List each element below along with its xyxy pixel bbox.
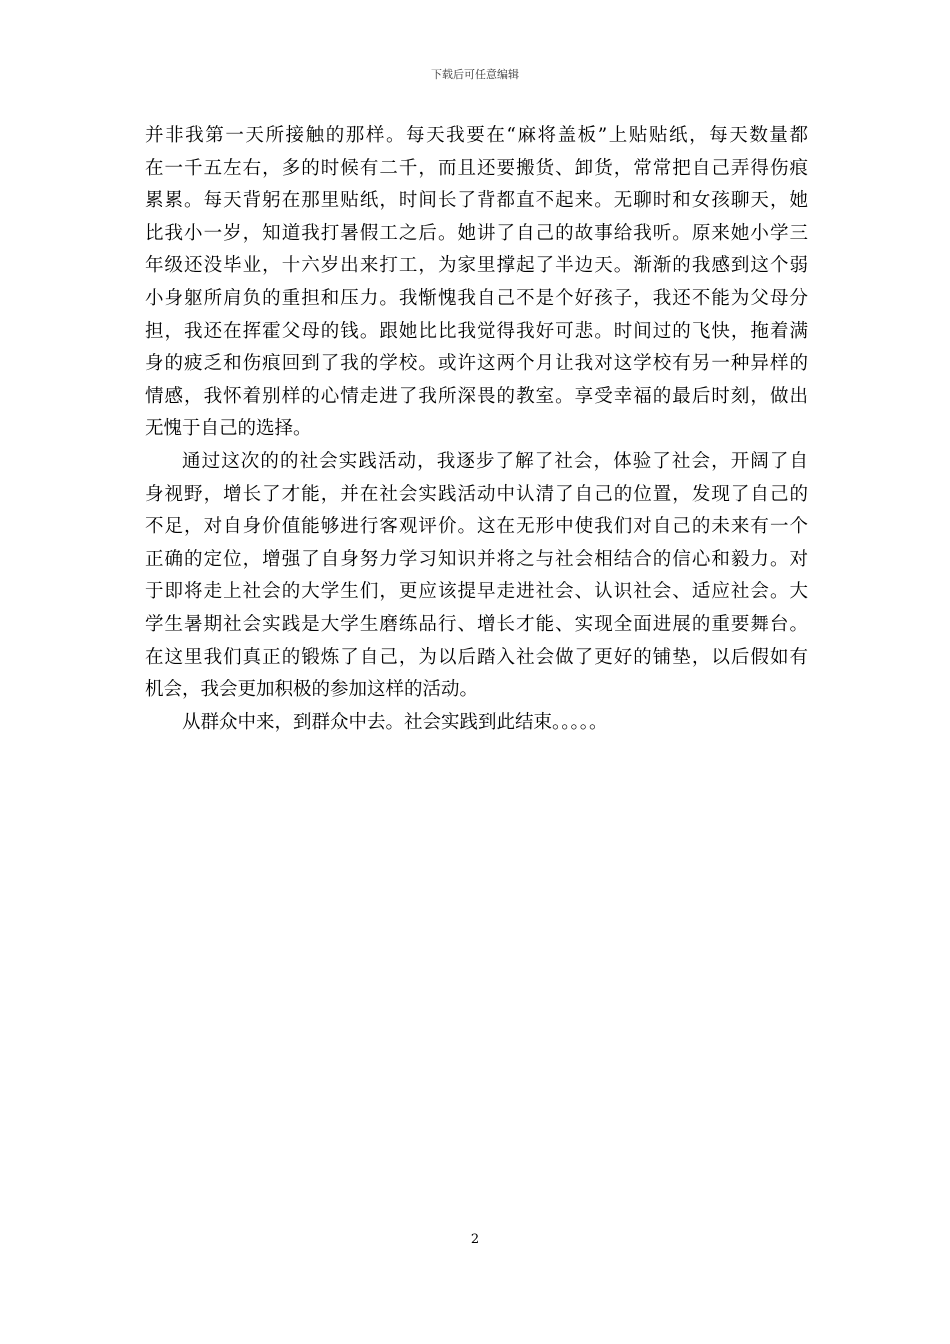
paragraph-line: 机会，我会更加积极的参加这样的活动。	[145, 679, 479, 701]
paragraph-line: 学生暑期社会实践是大学生磨练品行、增长才能、实现全面进展的重要舞台。	[145, 613, 808, 635]
paragraph-line: 情感，我怀着别样的心情走进了我所深畏的教室。享受幸福的最后时刻，做出	[145, 385, 808, 407]
paragraph-1	[145, 120, 808, 446]
paragraph-line: 不足，对自身价值能够进行客观评价。这在无形中使我们对自己的未来有一个	[145, 516, 808, 538]
paragraph-line: 在这里我们真正的锻炼了自己，为以后踏入社会做了更好的铺垫，以后假如有	[145, 646, 808, 668]
document-body	[145, 120, 808, 739]
paragraph-line: 正确的定位，增强了自身努力学习知识并将之与社会相结合的信心和毅力。对	[145, 548, 808, 570]
paragraph-line: 比我小一岁，知道我打暑假工之后。她讲了自己的故事给我听。原来她小学三	[145, 222, 808, 244]
paragraph-line: 年级还没毕业，十六岁出来打工，为家里撑起了半边天。渐渐的我感到这个弱	[145, 255, 808, 277]
header-note: 下载后可任意编辑	[431, 68, 519, 81]
paragraph-line: 并非我第一天所接触的那样。每天我要在“麻将盖板”上贴贴纸，每天数量都	[145, 125, 808, 146]
paragraph-2	[145, 446, 808, 707]
paragraph-line: 累累。每天背躬在那里贴纸，时间长了背都直不起来。无聊时和女孩聊天，她	[145, 190, 808, 212]
paragraph-line: 身视野，增长了才能，并在社会实践活动中认清了自己的位置，发现了自己的	[145, 483, 808, 505]
paragraph-line: 小身躯所肩负的重担和压力。我惭愧我自己不是个好孩子，我还不能为父母分	[145, 287, 808, 309]
paragraph-line: 从群众中来，到群众中去。社会实践到此结束。。。。。	[182, 711, 608, 733]
paragraph-line: 担，我还在挥霍父母的钱。跟她比比我觉得我好可悲。时间过的飞快，拖着满	[145, 320, 808, 342]
paragraph-line: 无愧于自己的选择。	[145, 418, 312, 440]
page-number: 2	[470, 1232, 480, 1247]
paragraph-line: 在一千五左右，多的时候有二千，而且还要搬货、卸货，常常把自己弄得伤痕	[145, 157, 808, 179]
paragraph-line: 于即将走上社会的大学生们，更应该提早走进社会、认识社会、适应社会。大	[145, 581, 808, 603]
paragraph-line: 通过这次的的社会实践活动，我逐步了解了社会，体验了社会，开阔了自	[182, 450, 808, 472]
paragraph-3	[145, 707, 808, 740]
paragraph-line: 身的疲乏和伤痕回到了我的学校。或许这两个月让我对这学校有另一种异样的	[145, 353, 808, 375]
